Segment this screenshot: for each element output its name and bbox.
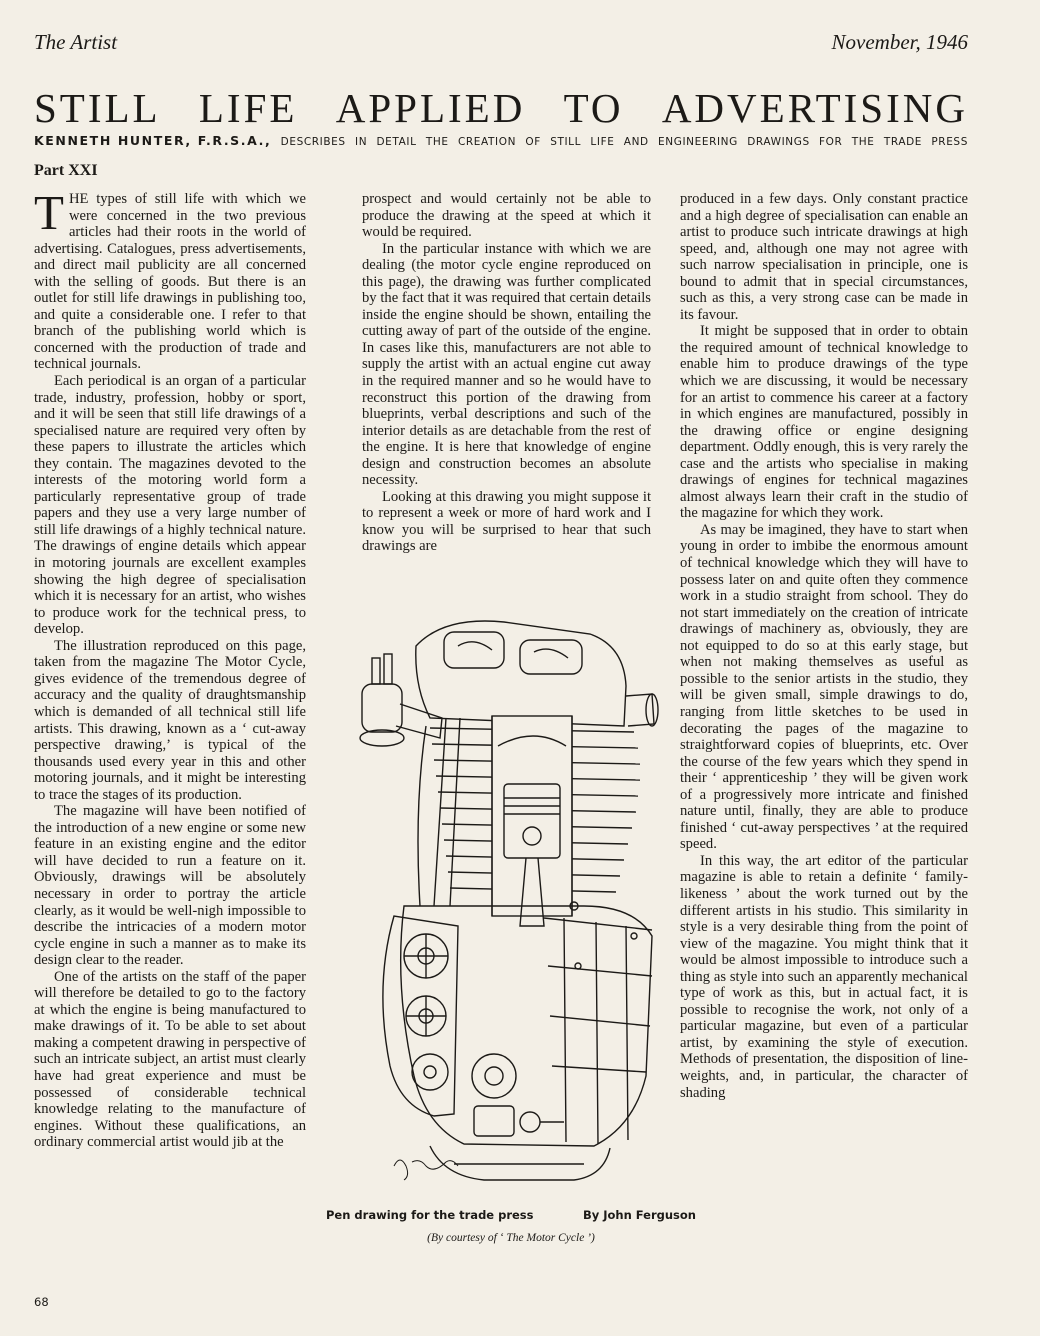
byline-word: FOR: [819, 136, 843, 148]
paragraph: Looking at this drawing you might suppose it to represent a week or more of hard work and I know you will be surprised to hear that such drawings are: [362, 488, 651, 555]
paragraph: One of the artists on the staff of the paper will therefore be detailed to go to the factory at which the engine is being manufactured to make drawings of it. To be able to set about making a competent drawing in perspective of such an intricate subject, an artist must clearly have had great experience and must be possessed of considerable technical knowledge relating to the manufacture of engines. Without these qualifications, an ordinary commercial artist would jib at the: [34, 968, 306, 1151]
byline-word: STILL: [550, 136, 582, 148]
paragraph: In this way, the art editor of the particular magazine is able to retain a definite ‘ family-likeness ’ about the work turned out by the different artists in his studio. This similarity in style is a very desirable thing from the point of view of the magazine. You might think that it would be almost impossible to introduce such a thing as style into such an apparently mechanical type of work as this, but in actual fact, it is possible to recognise the work, not only of a particular magazine, but even of a particular artist, by examining the style of execution. Methods of presentation, the disposition of line-weights, and, in particular, the character of shading: [680, 852, 968, 1101]
paragraph: In the particular instance with which we are dealing (the motor cycle engine reproduced on this page), the drawing was further complicated by the fact that it was required that certain details inside the engine should be shown, entailing the cutting away of part of the outside of the engine. In cases like this, manufacturers are not able to supply the artist with an actual engine cut away in the required manner and so he would have to reconstruct this portion of the drawing from blueprints, verbal descriptions and such of the interior details as are detachable from the rest of the engine. It is here that knowledge of engine design and construction becomes an absolute necessity.: [362, 240, 651, 489]
artist-signature: [394, 1160, 458, 1180]
paragraph: prospect and would certainly not be able to produce the drawing at the speed at which it would be required.: [362, 191, 651, 241]
cutaway-piston: [492, 716, 572, 926]
timing-gears: [383, 916, 516, 1116]
byline-word: CREATION: [457, 136, 517, 148]
paragraph: Each periodical is an organ of a particular trade, industry, profession, hobby or sport, and it will be seen that still life drawings of a specialised nature are required very often by these papers to illustrate the articles which they contain. The magazines devoted to the interests of the motoring world form a particularly representative group of trade papers and they use a very large number of still life drawings of a highly technical nature. The drawings of engine details which appear in motoring journals are excellent examples showing the high degree of specialisation which it is necessary for an artist, who wishes to produce work for the technical press, to develop.: [34, 373, 306, 638]
page-number: 68: [34, 1295, 49, 1309]
paragraph: produced in a few days. Only constant practice and a high degree of specialisation can enable an artist to produce such intricate drawings at high speed, and, although one may not agree with such narrow specialisation in principle, one is bound to admit that in special circumstances, such as this, a very strong case can be made in its favour.: [680, 191, 968, 323]
crankcase: [401, 906, 652, 1180]
paragraph: The magazine will have been notified of the introduction of a new engine or some new feature in an existing engine and the editor will have decided to run a feature on it. Obviously, drawings will be absolutely necessary in order to portray the article clearly, as it would be well-nigh impossible to describe the intricacies of a modern motor cycle engine in such a manner as to make its design clear to the reader.: [34, 803, 306, 969]
drop-cap: T: [34, 191, 64, 240]
byline-word: DRAWINGS: [747, 136, 810, 148]
paragraph: It might be supposed that in order to obtain the required amount of technical knowledge to enable him to produce drawings of the type which we are discussing, it would be necessary for an artist to commence his career at a factory in which engines are manufactured, possibly in the drawing office or engine designing department. Oddly enough, this is very rarely the case and the artists who specialise in making drawings of engines for technical magazines almost always learn their craft in the studio of the magazine for which they work.: [680, 323, 968, 522]
title-word: TO: [563, 85, 624, 131]
running-head: [34, 30, 968, 55]
engine-illustration: [334, 606, 686, 1206]
paragraph: As may be imagined, they have to start when young in order to imbibe the enormous amount of technical knowledge which they will have to possess later on and quite often they commence work in a studio straight from school. They do not start immediately on the creation of intricate drawings of machinery as, obviously, they are not equipped to do so at this early stage, but when not making themselves as useful as possible to the senior artists in the studio, they will be given small, simple drawings to do, ranging from little sketches to be used in decorating the pages of the magazine to straightforward copies of blueprints, etc. Over the course of the few years which they spend in their ‘ apprenticeship ’ they will be given work of a progressively more intricate and finished nature until, finally, they are able to produce finished ‘ cut-away perspectives ’ at the required speed.: [680, 521, 968, 853]
byline-word: THE: [851, 136, 875, 148]
title-word: ADVERTISING: [661, 85, 968, 131]
byline-word: TRADE: [883, 136, 923, 148]
figure-caption: [326, 1208, 696, 1222]
article-title: [34, 84, 968, 132]
title-word: LIFE: [198, 85, 298, 131]
byline-word: DESCRIBES: [280, 136, 346, 148]
title-word: APPLIED: [335, 85, 526, 131]
byline-word: IN: [355, 136, 368, 148]
byline-word: ENGINEERING: [658, 136, 738, 148]
publication-name: The Artist: [34, 30, 118, 54]
byline-word: PRESS: [931, 136, 968, 148]
paragraph: The illustration reproduced on this page, taken from the magazine The Motor Cycle, gives evidence of the tremendous degree of accuracy and the quality of draughtsmanship which is demanded of all technical still life artists. This drawing, known as a ‘ cut-away perspective drawing,’ is typical of the thousands used every year in this and other motoring journals, and it might be interesting to trace the stages of its production.: [34, 637, 306, 803]
caption-artist: By John Ferguson: [582, 1208, 696, 1222]
pushrod-tube: [418, 718, 460, 906]
paragraph-text: HE types of still life with which we were concerned in the two previous articles had their roots in the world of advertising. Catalogues, press advertisements, and direct mail publicity are all concerned with the selling of goods. But there is an outlet for still life drawings in publishing too, and quite a considerable one. I refer to that branch of the publishing world which is concerned with the production of trade and technical journals.: [34, 191, 306, 373]
article-column-3: [680, 191, 968, 1247]
byline-word: OF: [525, 136, 541, 148]
byline-word: LIFE: [590, 136, 615, 148]
engine-drawing: [334, 606, 686, 1206]
part-heading: Part XXI: [34, 162, 98, 179]
byline-word: DETAIL: [376, 136, 417, 148]
title-word: STILL: [34, 85, 161, 131]
paragraph: [34, 191, 306, 373]
article-column-1: [34, 191, 306, 1247]
article-column-2: [362, 191, 651, 591]
byline-author: KENNETH HUNTER, F.R.S.A.,: [34, 133, 272, 148]
byline-word: THE: [425, 136, 449, 148]
issue-date: November, 1946: [831, 30, 968, 54]
byline: [34, 133, 968, 148]
oil-pump: [474, 902, 637, 1136]
carburettor: [360, 654, 442, 746]
figure-credit: (By courtesy of ‘ The Motor Cycle ’): [427, 1232, 595, 1244]
cylinder-head: [416, 621, 658, 726]
caption-text: Pen drawing for the trade press: [326, 1208, 534, 1222]
byline-word: AND: [623, 136, 649, 148]
